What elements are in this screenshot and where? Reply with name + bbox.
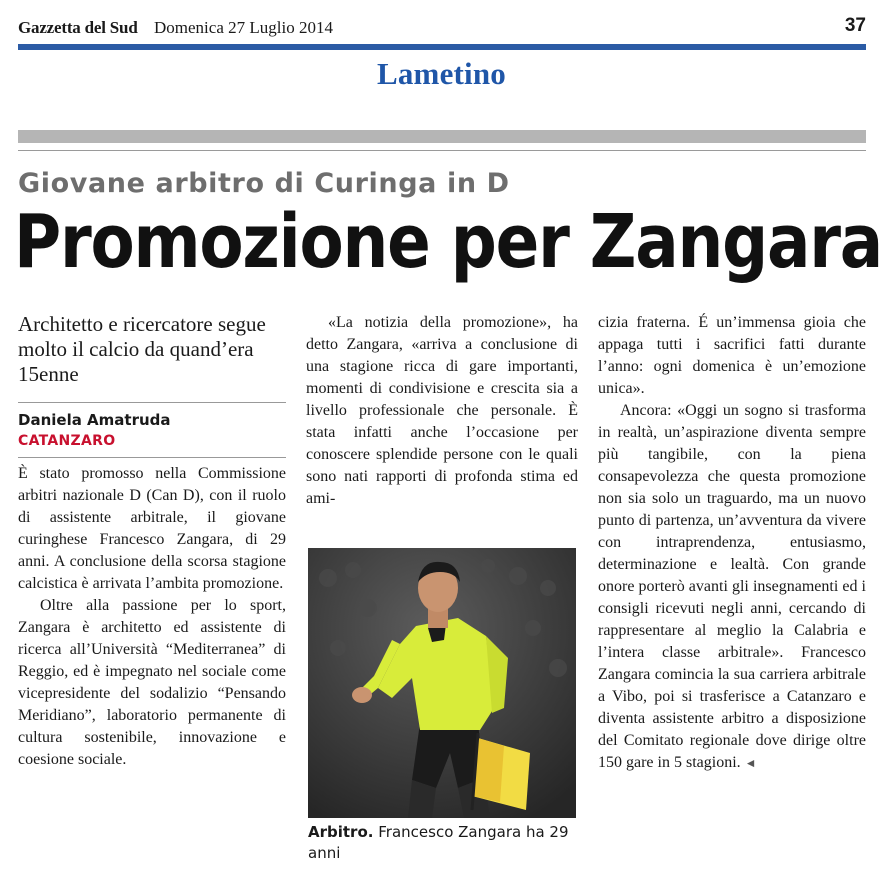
paragraph: Oltre alla passione per lo sport, Zangara è architetto ed assistente di ricerca all’Università “Mediterranea” di Reggio, ed è impegnato nel sociale come vicepresidente del sodalizio “Pensando Meridiano”, laboratorio permanente di cultura sostenibile, innovazione e coesione sociale.: [18, 597, 286, 768]
article-kicker: Giovane arbitro di Curinga in D: [18, 168, 510, 199]
caption-label: Arbitro.: [308, 823, 374, 841]
section-title: Lametino: [376, 56, 507, 91]
article-column-1: [18, 463, 286, 771]
article-column-3: [598, 312, 866, 774]
divider: [18, 150, 866, 151]
divider: [18, 402, 286, 403]
paragraph: È stato promosso nella Commissione arbitri nazionale D (Can D), con il ruolo di assistente arbitrale, il giovane curinghese Francesco Zangara, di 29 anni. A conclusione della scorsa stagione calcistica è arrivata l’ambita promozione.: [18, 465, 286, 592]
paragraph: cizia fraterna. É un’immensa gioia che appaga tutti i sacrifici fatti durante l’anno: ogni domenica è un’emozione unica».: [598, 314, 866, 397]
page-number: 37: [844, 15, 866, 36]
paragraph: «La notizia della promozione», ha detto Zangara, «arriva a conclusione di una stagione ricca di gare importanti, momenti di condivisione e crescita sia a livello professionale che personale. È stata infatti anche l’occasione per conoscere splendide persone con le quali sono nati rapporti di profonda stima ed ami-: [306, 314, 578, 507]
end-of-article-icon: ◄: [744, 756, 757, 770]
referee-illustration: [308, 548, 576, 818]
referee-photo: [308, 548, 576, 818]
masthead: [18, 14, 866, 42]
paragraph-text: Ancora: «Oggi un sogno si trasforma in realtà, un’aspirazione diventa sempre più tangibile, con la piena consapevolezza che questa promozione non sia solo un traguardo, ma un nuovo punto di partenza, un’avventura da vivere con intraprendenza, entusiasmo, determinazione e lealtà. Con grande onore porterò avanti gli insegnamenti ed i consigli ricevuti negli anni, cercando di rappresentare al meglio la Calabria e l’intera classe arbitrale». Francesco Zangara comincia la sua carriera arbitrale a Vibo, poi si trasferisce a Catanzaro e diventa assistente arbitro a disposizione del Comitato regionale dove dirige oltre 150 gare in 5 stagioni.: [598, 402, 866, 771]
article-subtitle: Architetto e ricercatore segue molto il calcio da quand’era 15enne: [18, 312, 266, 386]
paper-name: Gazzetta del Sud: [18, 18, 138, 37]
article-column-2: [306, 312, 578, 510]
dateline: CATANZARO: [18, 433, 116, 449]
section-band: [18, 130, 866, 143]
photo-caption: [308, 822, 576, 864]
divider: [18, 457, 286, 458]
paragraph: [598, 400, 866, 774]
issue-date: Domenica 27 Luglio 2014: [154, 18, 333, 37]
article-headline: Promozione per Zangara: [14, 199, 882, 285]
caption-text: Francesco Zangara ha 29 anni: [308, 823, 569, 862]
masthead-rule: [18, 44, 866, 50]
author-byline: Daniela Amatruda: [18, 411, 171, 429]
